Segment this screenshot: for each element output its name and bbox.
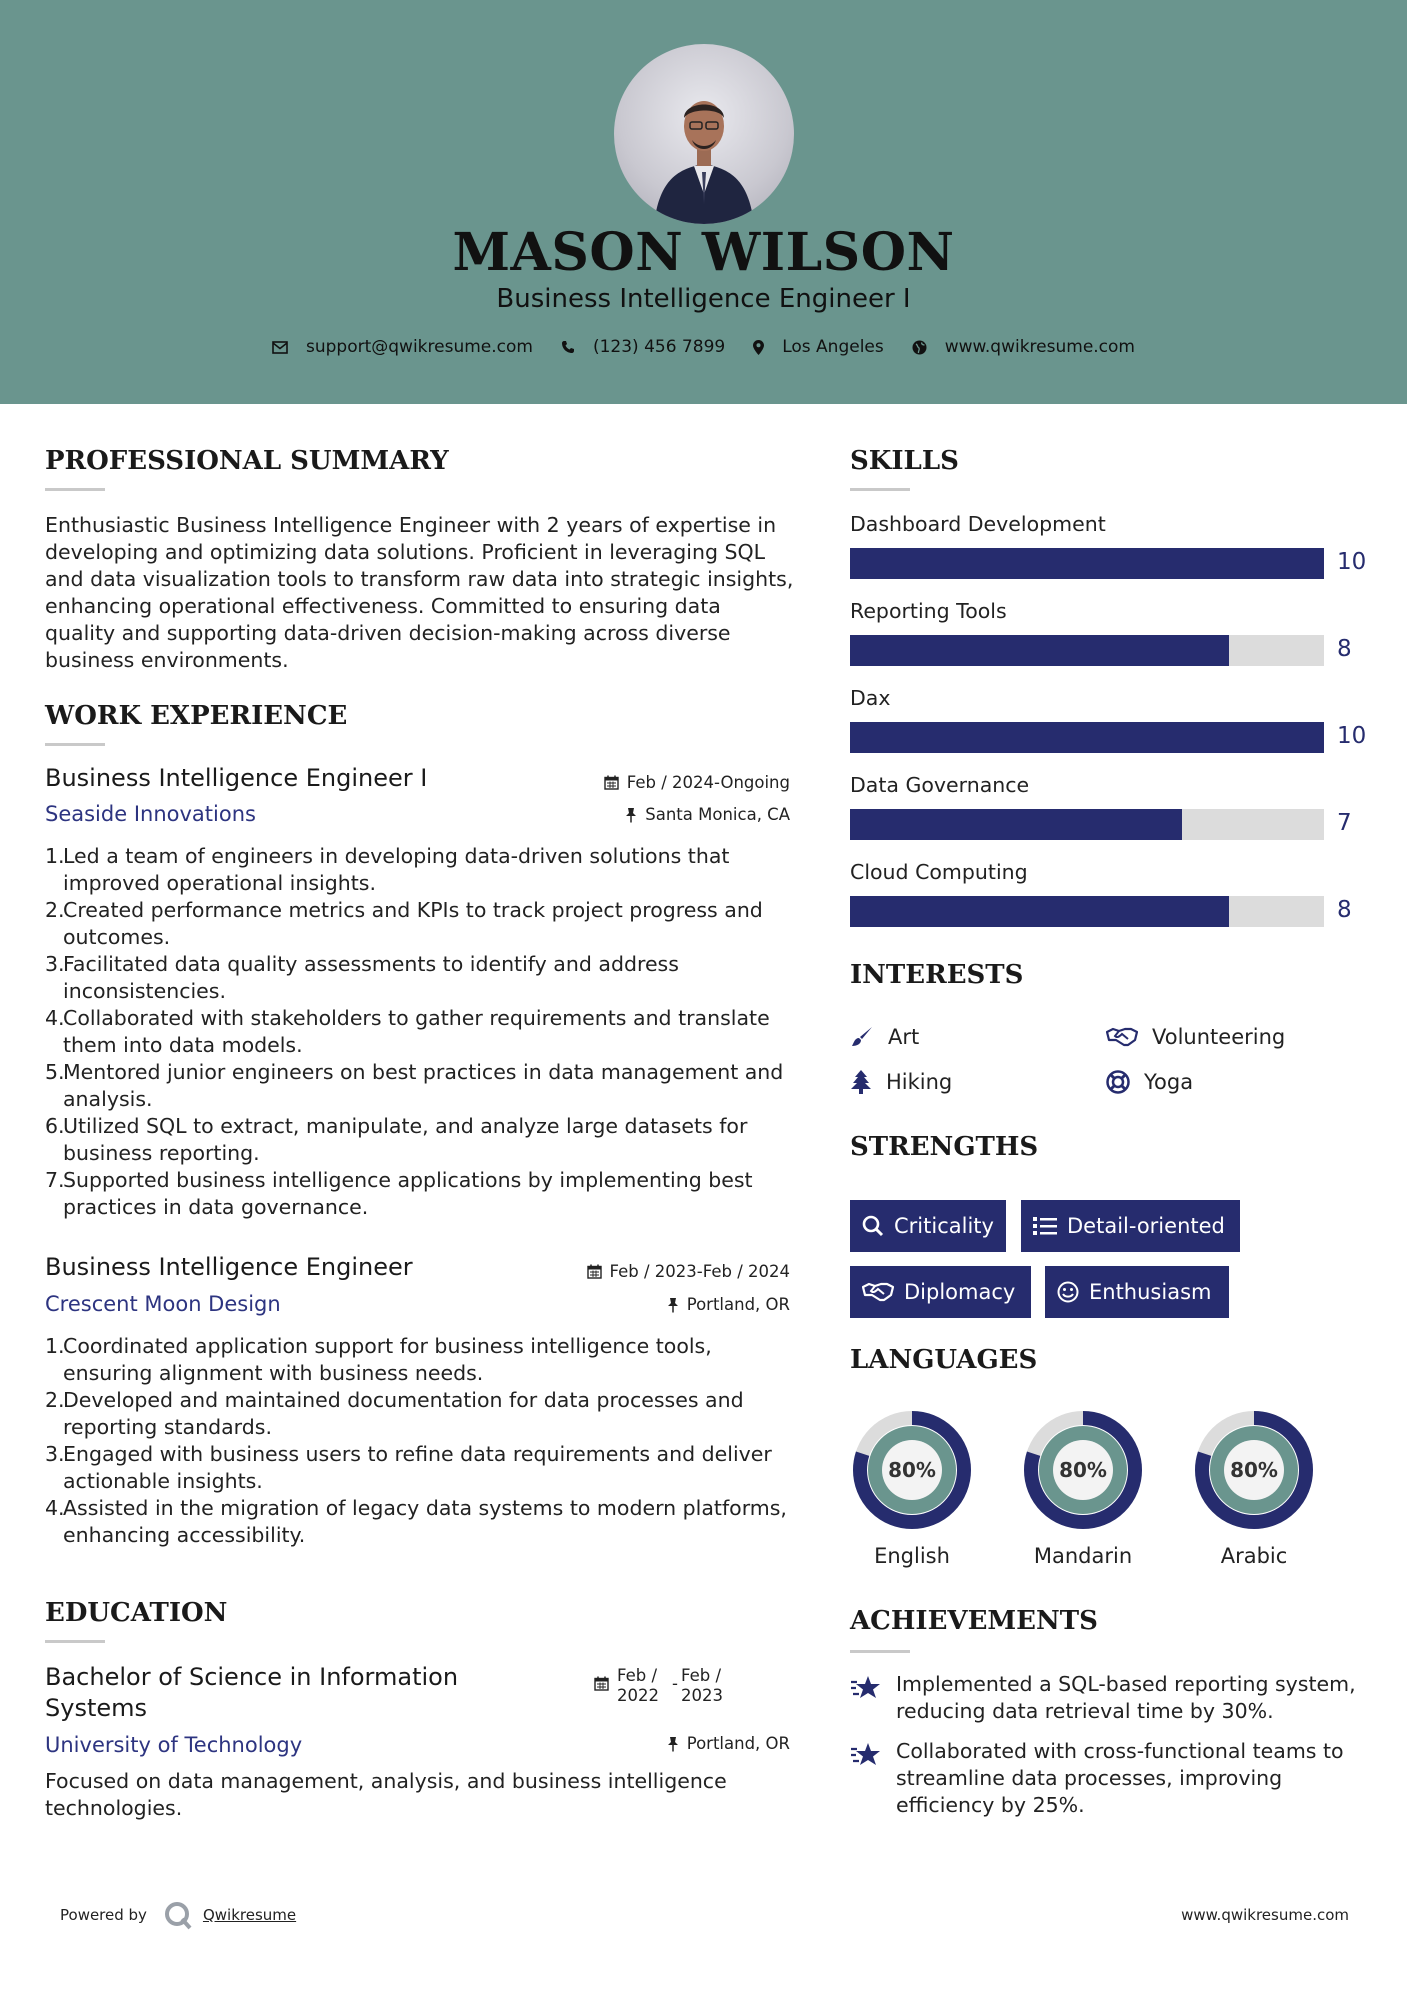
header-banner <box>0 0 1407 404</box>
job-location-text: Portland, OR <box>686 1295 790 1314</box>
pushpin-icon <box>667 1736 679 1752</box>
list-item: 5. Mentored junior engineers on best practices in data management and analysis. <box>45 1060 784 1111</box>
skill-label: Reporting Tools <box>850 599 1007 623</box>
job-location <box>625 805 790 824</box>
interest-yoga: Yoga <box>1106 1070 1193 1094</box>
list-item: 7. Supported business intelligence applications by implementing best practices in data governance. <box>45 1168 753 1219</box>
skill-bar-fill <box>850 722 1324 753</box>
list-item: 1. Led a team of engineers in developing data-driven solutions that improved operational insights. <box>45 844 730 895</box>
job-bullets <box>45 1333 795 1549</box>
job-dates <box>587 1262 790 1281</box>
list-item: 4. Assisted in the migration of legacy data systems to modern platforms, enhancing accessibility. <box>45 1496 787 1547</box>
job-dates-text: Feb / 2023-Feb / 2024 <box>609 1262 790 1281</box>
phone-text: (123) 456 7899 <box>592 337 726 357</box>
job-location <box>667 1295 790 1314</box>
list-item: 3. Facilitated data quality assessments to identify and address inconsistencies. <box>45 952 679 1003</box>
skill-bar-track <box>850 548 1324 579</box>
handshake-icon <box>862 1281 894 1303</box>
skill-label: Data Governance <box>850 773 1030 797</box>
search-icon <box>862 1215 884 1237</box>
language-name: Arabic <box>1220 1544 1288 1568</box>
language-ring <box>1192 1408 1316 1536</box>
strength-chip: Criticality <box>850 1200 1006 1252</box>
interest-volunteering: Volunteering <box>1106 1025 1285 1049</box>
interest-hiking: Hiking <box>850 1070 952 1094</box>
globe-icon <box>912 340 927 355</box>
achievements-divider <box>850 1650 910 1653</box>
education-dates <box>594 1666 723 1706</box>
skill-bar-fill <box>850 635 1229 666</box>
skill-score: 8 <box>1337 897 1352 923</box>
language-name: English <box>874 1544 950 1568</box>
achievement-item: Implemented a SQL-based reporting system, reducing data retrieval time by 30%. <box>850 1671 1370 1725</box>
language-percent: 80% <box>888 1458 936 1482</box>
job-title: Business Intelligence Engineer <box>45 1253 413 1281</box>
contact-website[interactable] <box>912 337 1135 357</box>
envelope-icon <box>272 341 288 354</box>
list-item: 3. Engaged with business users to refine data requirements and deliver actionable insights. <box>45 1442 772 1493</box>
skill-bar-track <box>850 722 1324 753</box>
strength-chip: Detail-oriented <box>1021 1200 1240 1252</box>
interests-heading: INTERESTS <box>850 960 1024 990</box>
calendar-icon <box>587 1264 602 1279</box>
job-location-text: Santa Monica, CA <box>645 805 790 824</box>
calendar-icon <box>594 1676 609 1691</box>
job-dates <box>604 773 790 792</box>
strength-chip: Diplomacy <box>850 1266 1031 1318</box>
skill-score: 10 <box>1337 723 1367 749</box>
skill-bar-track <box>850 809 1324 840</box>
list-item: 2. Created performance metrics and KPIs to track project progress and outcomes. <box>45 898 763 949</box>
lifebuoy-icon <box>1106 1070 1130 1094</box>
footer-branding <box>60 1900 296 1930</box>
job-bullets <box>45 843 795 1221</box>
paintbrush-icon <box>850 1025 874 1049</box>
list-item: 6. Utilized SQL to extract, manipulate, and analyze large datasets for business reporting. <box>45 1114 748 1165</box>
language-name: Mandarin <box>1033 1544 1133 1568</box>
summary-heading: PROFESSIONAL SUMMARY <box>45 446 449 476</box>
skill-bar-track <box>850 635 1324 666</box>
education-heading: EDUCATION <box>45 1598 228 1628</box>
skill-bar-fill <box>850 896 1229 927</box>
contact-bar <box>0 337 1407 357</box>
skills-divider <box>850 488 910 491</box>
experience-divider <box>45 743 105 746</box>
powered-by-text: Powered by <box>60 1906 147 1924</box>
date-separator: - <box>672 1674 678 1693</box>
contact-phone[interactable] <box>561 337 725 357</box>
skill-bar-fill <box>850 548 1324 579</box>
school-name: University of Technology <box>45 1733 303 1757</box>
pushpin-icon <box>625 807 637 823</box>
list-item: 4. Collaborated with stakeholders to gather requirements and translate them into data models. <box>45 1006 770 1057</box>
contact-location <box>753 337 884 357</box>
list-icon <box>1033 1216 1057 1236</box>
smile-icon <box>1057 1281 1079 1303</box>
handshake-icon <box>1106 1026 1138 1048</box>
company-name: Crescent Moon Design <box>45 1292 281 1316</box>
list-item: 1. Coordinated application support for business intelligence tools, ensuring alignment with business needs. <box>45 1334 712 1385</box>
skill-score: 10 <box>1337 549 1367 575</box>
experience-heading: WORK EXPERIENCE <box>45 701 348 731</box>
star-icon <box>850 1740 882 1768</box>
strengths-heading: STRENGTHS <box>850 1132 1039 1162</box>
profile-photo <box>614 44 794 224</box>
skill-bar-fill <box>850 809 1182 840</box>
qwikresume-logo-icon <box>163 1900 193 1930</box>
language-percent: 80% <box>1059 1458 1107 1482</box>
skill-label: Dax <box>850 686 891 710</box>
achievement-item: Collaborated with cross-functional teams to streamline data processes, improving efficiency by 25%. <box>850 1738 1370 1819</box>
languages-heading: LANGUAGES <box>850 1345 1038 1375</box>
qwikresume-link[interactable]: Qwikresume <box>202 1906 297 1924</box>
contact-email[interactable] <box>272 337 533 357</box>
language-percent: 80% <box>1230 1458 1278 1482</box>
calendar-icon <box>604 775 619 790</box>
skills-heading: SKILLS <box>850 446 959 476</box>
website-text: www.qwikresume.com <box>944 337 1135 357</box>
strength-chip: Enthusiasm <box>1045 1266 1229 1318</box>
job-title: Business Intelligence Engineer I <box>45 764 428 792</box>
education-location <box>667 1734 790 1753</box>
degree-title: Bachelor of Science in Information Systems <box>45 1663 459 1722</box>
language-ring <box>1021 1408 1145 1536</box>
company-name: Seaside Innovations <box>45 802 256 826</box>
star-icon <box>850 1673 882 1701</box>
location-text: Los Angeles <box>782 337 884 357</box>
skill-score: 8 <box>1337 636 1352 662</box>
pushpin-icon <box>667 1297 679 1313</box>
education-location-text: Portland, OR <box>686 1734 790 1753</box>
skill-label: Cloud Computing <box>850 860 1028 884</box>
footer-website[interactable]: www.qwikresume.com <box>1181 1906 1349 1924</box>
summary-text: Enthusiastic Business Intelligence Engineer with 2 years of expertise in developing and optimizing data solutions. Proficient in leveraging SQL and data visualization tools to transform raw data into strategic insights, enhancing operational effectiveness. Committed to ensuring data quality and supporting data-driven decision-making across diverse business environments. <box>45 513 794 672</box>
skill-score: 7 <box>1337 810 1352 836</box>
achievements-heading: ACHIEVEMENTS <box>850 1606 1098 1636</box>
skill-label: Dashboard Development <box>850 512 1106 536</box>
interest-art: Art <box>850 1025 919 1049</box>
tree-icon <box>850 1070 872 1094</box>
list-item: 2. Developed and maintained documentation for data processes and reporting standards. <box>45 1388 744 1439</box>
candidate-title: Business Intelligence Engineer I <box>496 284 911 314</box>
education-description: Focused on data management, analysis, and business intelligence technologies. <box>45 1769 727 1820</box>
skill-bar-track <box>850 896 1324 927</box>
candidate-name: MASON WILSON <box>452 222 955 283</box>
start-date: Feb / 2022 <box>617 1666 659 1705</box>
end-date: - Feb / 2023 <box>672 1666 723 1705</box>
phone-icon <box>561 340 575 354</box>
summary-divider <box>45 488 105 491</box>
map-pin-icon <box>753 340 764 355</box>
language-ring <box>850 1408 974 1536</box>
email-text: support@qwikresume.com <box>306 337 533 357</box>
education-divider <box>45 1640 105 1643</box>
job-dates-text: Feb / 2024-Ongoing <box>626 773 790 792</box>
